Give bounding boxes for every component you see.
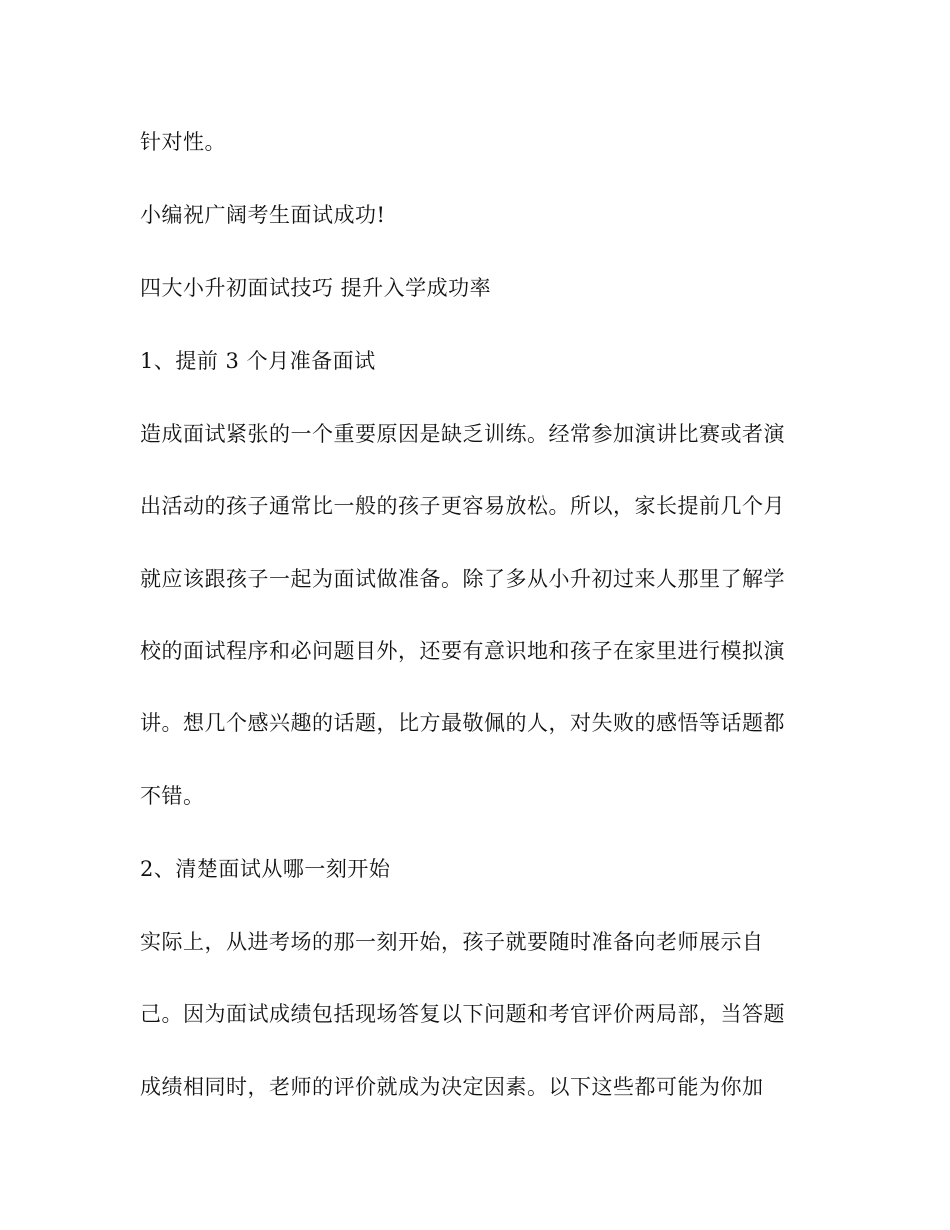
- subheading-1: 1、提前 3 个月准备面试: [140, 349, 376, 373]
- section-heading: 四大小升初面试技巧 提升入学成功率: [140, 276, 492, 300]
- paragraph-line: 出活动的孩子通常比一般的孩子更容易放松。所以，家长提前几个月: [140, 494, 785, 518]
- paragraph-line: 校的面试程序和必问题目外，还要有意识地和孩子在家里进行模拟演: [140, 639, 785, 663]
- paragraph-line: 讲。想几个感兴趣的话题，比方最敬佩的人，对失败的感悟等话题都: [140, 711, 785, 735]
- paragraph-line: 己。因为面试成绩包括现场答复以下问题和考官评价两局部，当答题: [140, 1002, 785, 1026]
- paragraph-line: 造成面试紧张的一个重要原因是缺乏训练。经常参加演讲比赛或者演: [140, 422, 785, 446]
- text-line: 小编祝广阔考生面试成功!: [140, 203, 386, 227]
- paragraph-line: 不错。: [140, 784, 205, 808]
- paragraph-line: 就应该跟孩子一起为面试做准备。除了多从小升初过来人那里了解学: [140, 567, 785, 591]
- paragraph-line: 成绩相同时，老师的评价就成为决定因素。以下这些都可能为你加: [140, 1075, 764, 1099]
- paragraph-line: 实际上，从进考场的那一刻开始，孩子就要随时准备向老师展示自: [140, 930, 764, 954]
- text-line: 针对性。: [140, 130, 226, 154]
- subheading-2: 2、清楚面试从哪一刻开始: [140, 857, 391, 881]
